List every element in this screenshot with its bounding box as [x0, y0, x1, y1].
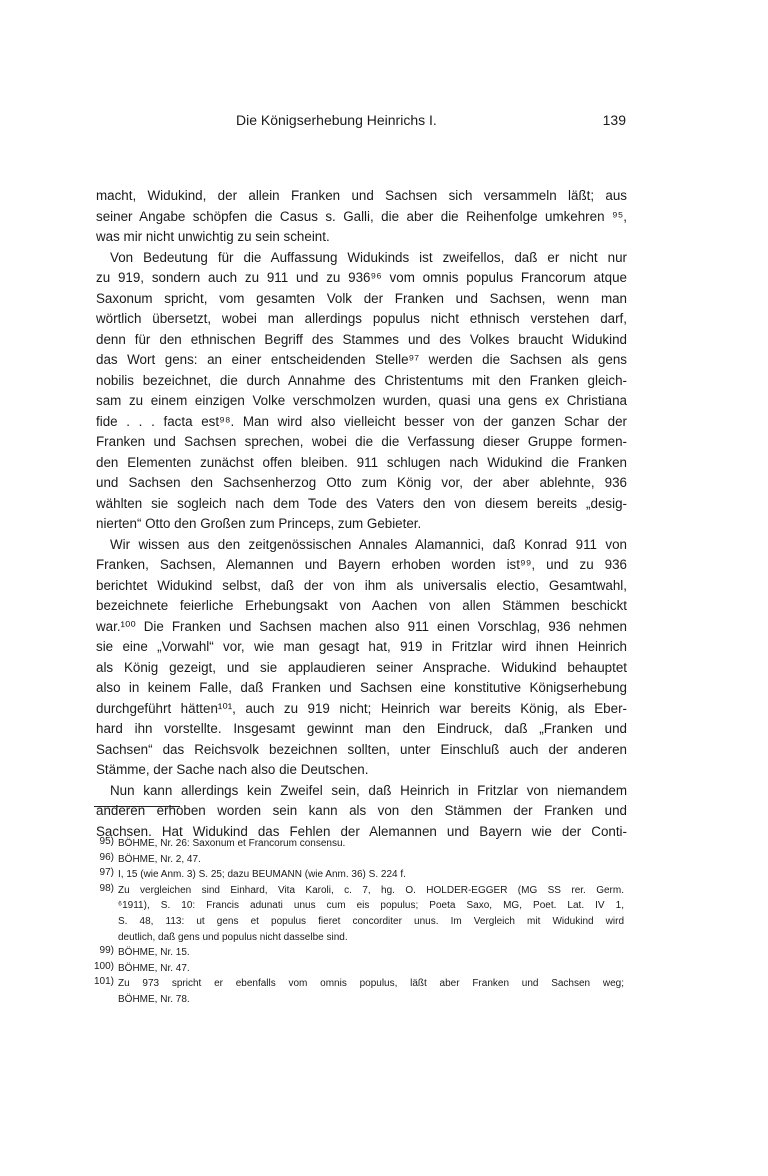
text-line: wählten sie sogleich nach dem Tode des Vaters den von diesem bereits „desig-: [96, 495, 627, 511]
text-line: Saxonum spricht, vom gesamten Volk der Franken und Sachsen, wenn man: [96, 290, 627, 306]
text-line: sam zu einem einzigen Volke verschmolzen wurden, quasi una gens ex Christiana: [96, 393, 627, 408]
footnote-line: BÖHME, Nr. 2, 47.: [118, 853, 201, 865]
text-line: zu 919, sondern auch zu 911 und zu 936⁹⁶ vom omnis populus Francorum atque: [96, 270, 627, 285]
text-line: als König gezeigt, und sie applaudieren seiner Ansprache. Widukind behauptet: [96, 659, 627, 675]
text-line: bezeichnete feierliche Erhebungsakt von Aachen von allen Stämmen beschickt: [96, 598, 627, 613]
footnote-line: deutlich, daß gens und populus nicht dasselbe sind.: [118, 931, 348, 943]
footnote-number: 100): [93, 960, 114, 972]
footnote-line: Zu vergleichen sind Einhard, Vita Karoli, c. 7, hg. O. HOLDER-EGGER (MG SS rer. Germ.: [118, 884, 624, 896]
text-line: macht, Widukind, der allein Franken und Sachsen sich versammeln läßt; aus: [96, 188, 627, 203]
footnotes: [90, 836, 624, 1008]
text-line: nobilis bezeichnet, die durch Annahme des Christentums mit den Franken gleich-: [96, 372, 627, 388]
footnote-number: 96): [99, 851, 114, 863]
running-header: [236, 112, 626, 132]
footnote-line: Zu 973 spricht er ebenfalls vom omnis populus, läßt aber Franken und Sachsen weg;: [118, 978, 624, 990]
text-line: wörtlich übersetzt, wobei man allerdings populus nicht ethnisch verstehen darf,: [96, 311, 627, 326]
footnote-line: BÖHME, Nr. 78.: [118, 993, 190, 1005]
text-line: durchgeführt hätten¹⁰¹, auch zu 919 nicht; Heinrich war bereits König, als Eber-: [96, 700, 627, 716]
text-line: Franken, Sachsen, Alemannen und Bayern erhoben worden ist⁹⁹, und zu 936: [96, 557, 627, 572]
footnote: [90, 883, 624, 945]
text-line: anderen erhoben worden sein kann als von den Stämmen der Franken und: [96, 803, 627, 818]
footnote-number: 99): [99, 945, 114, 957]
text-line: nierten“ Otto den Großen zum Princeps, zum Gebieter.: [96, 516, 422, 531]
footnote: [90, 976, 624, 1007]
footnote-line: BÖHME, Nr. 26: Saxonum et Francorum consensu.: [118, 838, 346, 849]
footnote: [90, 945, 624, 961]
footnote-line: S. 48, 113: ut gens et populus fieret concorditer unus. Im Vergleich mit Widukind wird: [118, 915, 624, 927]
text-line: Wir wissen aus den zeitgenössischen Annales Alamannici, daß Konrad 911 von: [110, 536, 627, 552]
text-line: Von Bedeutung für die Auffassung Widukinds ist zweifellos, daß er nicht nur: [110, 249, 627, 265]
text-line: Franken und Sachsen sprechen, wobei die die Verfassung dieser Gruppe formen-: [96, 434, 627, 449]
text-line: Sachsen. Hat Widukind das Fehlen der Alemannen und Bayern wie der Conti-: [96, 823, 627, 839]
footnote-number: 98): [99, 882, 114, 894]
text-line: denn für den ethnischen Begriff des Stammes und des Volkes braucht Widukind: [96, 331, 627, 347]
text-line: Nun kann allerdings kein Zweifel sein, daß Heinrich in Fritzlar von niemandem: [110, 782, 627, 798]
footnote-line: BÖHME, Nr. 15.: [118, 947, 190, 959]
text-line: was mir nicht unwichtig zu sein scheint.: [96, 229, 330, 244]
text-line: fide . . . facta est⁹⁸. Man wird also vielleicht besser von der ganzen Schar der: [96, 413, 627, 429]
footnote: [90, 867, 624, 883]
footnote-number: 101): [93, 976, 114, 988]
text-line: und Sachsen den Sachsenherzog Otto zum König vor, der aber ablehnte, 936: [96, 475, 627, 490]
text-line: sie eine „Vorwahl“ vor, wie man gesagt hat, 919 in Fritzlar wird ihnen Heinrich: [96, 639, 627, 654]
footnote-separator: [94, 806, 180, 807]
footnote: [90, 961, 624, 977]
footnote: [90, 836, 624, 852]
footnote-number: 95): [99, 836, 114, 847]
text-line: berichtet Widukind selbst, daß der von ihm als universalis electio, Gesamtwahl,: [96, 577, 627, 593]
page-number: 139: [602, 112, 626, 128]
footnote-line: ⁶1911), S. 10: Francis adunati unus cum eis populus; Poeta Saxo, MG, Poet. Lat. IV 1,: [118, 900, 624, 912]
footnote-line: BÖHME, Nr. 47.: [118, 962, 190, 974]
text-line: Stämme, der Sache nach also die Deutschen.: [96, 762, 369, 777]
text-line: seiner Angabe schöpfen die Casus s. Galli, die aber die Reihenfolge umkehren ⁹⁵,: [96, 208, 627, 224]
footnote-number: 97): [99, 867, 114, 879]
running-title: Die Königserhebung Heinrichs I.: [236, 112, 437, 128]
main-text: [96, 186, 627, 842]
text-line: also in keinem Falle, daß Franken und Sachsen eine konstitutive Königserhebung: [96, 680, 627, 695]
text-line: hard ihn vorstellte. Insgesamt gewinnt man den Eindruck, daß „Franken und: [96, 721, 627, 736]
text-line: den Elementen zunächst offen bleiben. 911 schlugen nach Widukind die Franken: [96, 454, 627, 470]
footnote-line: I, 15 (wie Anm. 3) S. 25; dazu BEUMANN (wie Anm. 36) S. 224 f.: [118, 869, 406, 881]
text-line: Sachsen“ das Reichsvolk bezeichnen sollten, unter Einschluß auch der anderen: [96, 741, 627, 757]
footnote: [90, 852, 624, 868]
text-line: war.¹⁰⁰ Die Franken und Sachsen machen also 911 einen Vorschlag, 936 nehmen: [96, 618, 627, 634]
text-line: das Wort gens: an einer entscheidenden Stelle⁹⁷ werden die Sachsen als gens: [96, 352, 627, 367]
